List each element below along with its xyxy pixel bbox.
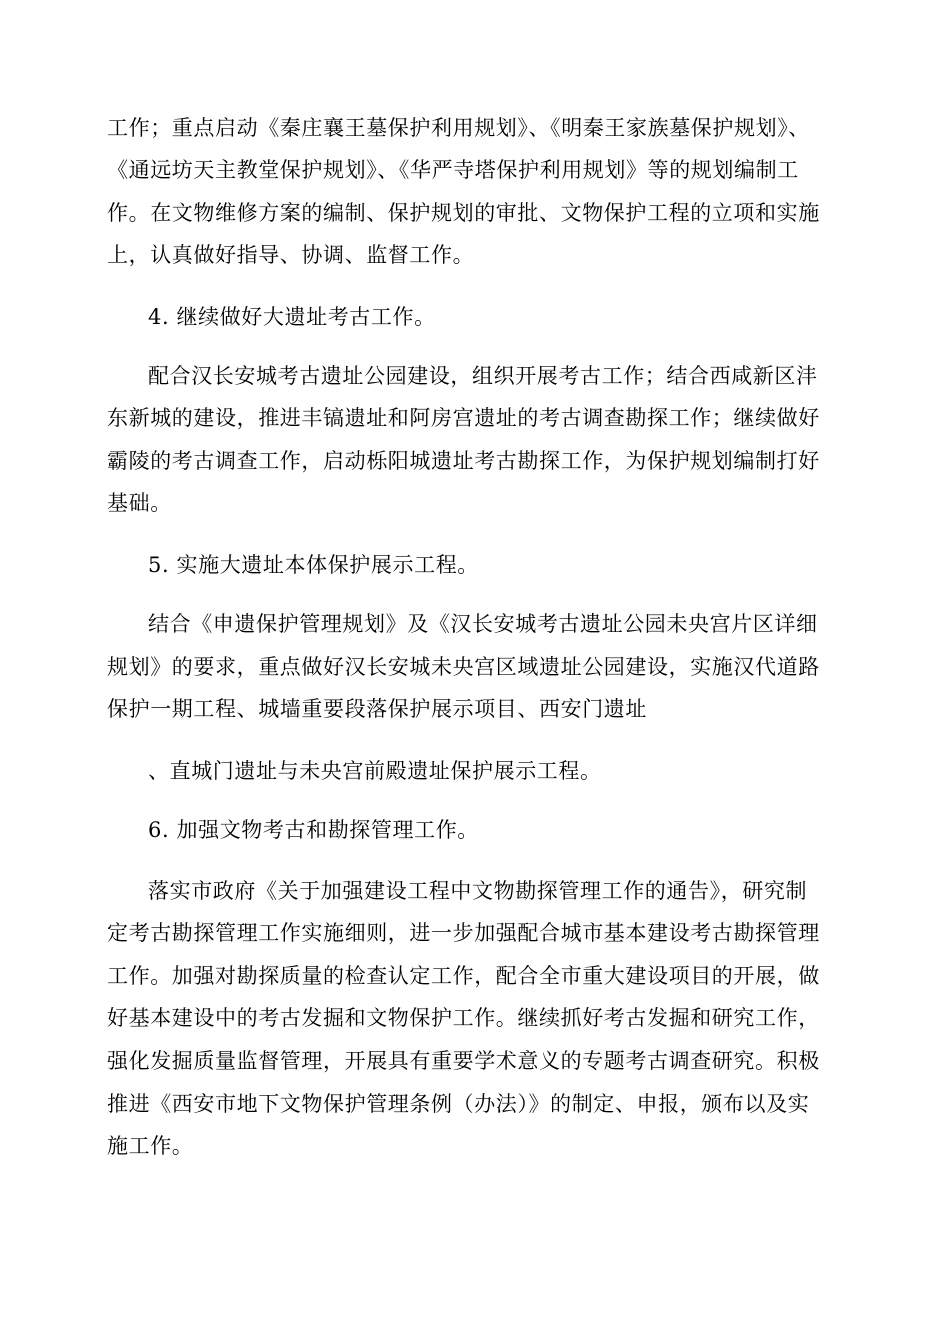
section-heading-6: 6. 加强文物考古和勘探管理工作。 <box>148 818 479 842</box>
text-line: 配合汉长安城考古遗址公园建设，组织开展考古工作；结合西咸新区沣 <box>148 364 818 388</box>
text-line: 保护一期工程、城墙重要段落保护展示项目、西安门遗址 <box>107 697 647 721</box>
text-line: 工作；重点启动《秦庄襄王墓保护利用规划》、《明秦王家族墓保护规划》、 <box>107 116 810 140</box>
text-line: 、直城门遗址与未央宫前殿遗址保护展示工程。 <box>148 759 602 783</box>
text-line: 工作。加强对勘探质量的检查认定工作，配合全市重大建设项目的开展，做 <box>107 964 820 988</box>
text-line: 规划》的要求，重点做好汉长安城未央宫区域遗址公园建设，实施汉代道路 <box>107 655 820 679</box>
text-line: 作。在文物维修方案的编制、保护规划的审批、文物保护工程的立项和实施 <box>107 201 820 225</box>
text-line: 好基本建设中的考古发掘和文物保护工作。继续抓好考古发掘和研究工作， <box>107 1006 820 1030</box>
text-line: 强化发掘质量监督管理，开展具有重要学术意义的专题考古调查研究。积极 <box>107 1049 820 1073</box>
text-line: 霸陵的考古调查工作，启动栎阳城遗址考古勘探工作，为保护规划编制打好 <box>107 449 820 473</box>
text-line: 东新城的建设，推进丰镐遗址和阿房宫遗址的考古调查勘探工作；继续做好 <box>107 406 820 430</box>
text-line: 基础。 <box>107 491 172 515</box>
section-heading-5: 5. 实施大遗址本体保护展示工程。 <box>148 553 479 577</box>
text-line: 推进《西安市地下文物保护管理条例（办法）》的制定、申报，颁布以及实 <box>107 1092 810 1116</box>
text-line: 上，认真做好指导、协调、监督工作。 <box>107 243 475 267</box>
text-line: 落实市政府《关于加强建设工程中文物勘探管理工作的通告》，研究制 <box>148 879 808 903</box>
text-line: 《通远坊天主教堂保护规划》、《华严寺塔保护利用规划》等的规划编制工 <box>107 158 799 182</box>
section-heading-4: 4. 继续做好大遗址考古工作。 <box>148 305 436 329</box>
text-line: 施工作。 <box>107 1134 194 1158</box>
text-line: 结合《申遗保护管理规划》及《汉长安城考古遗址公园未央宫片区详细 <box>148 612 818 636</box>
text-line: 定考古勘探管理工作实施细则，进一步加强配合城市基本建设考古勘探管理 <box>107 921 820 945</box>
